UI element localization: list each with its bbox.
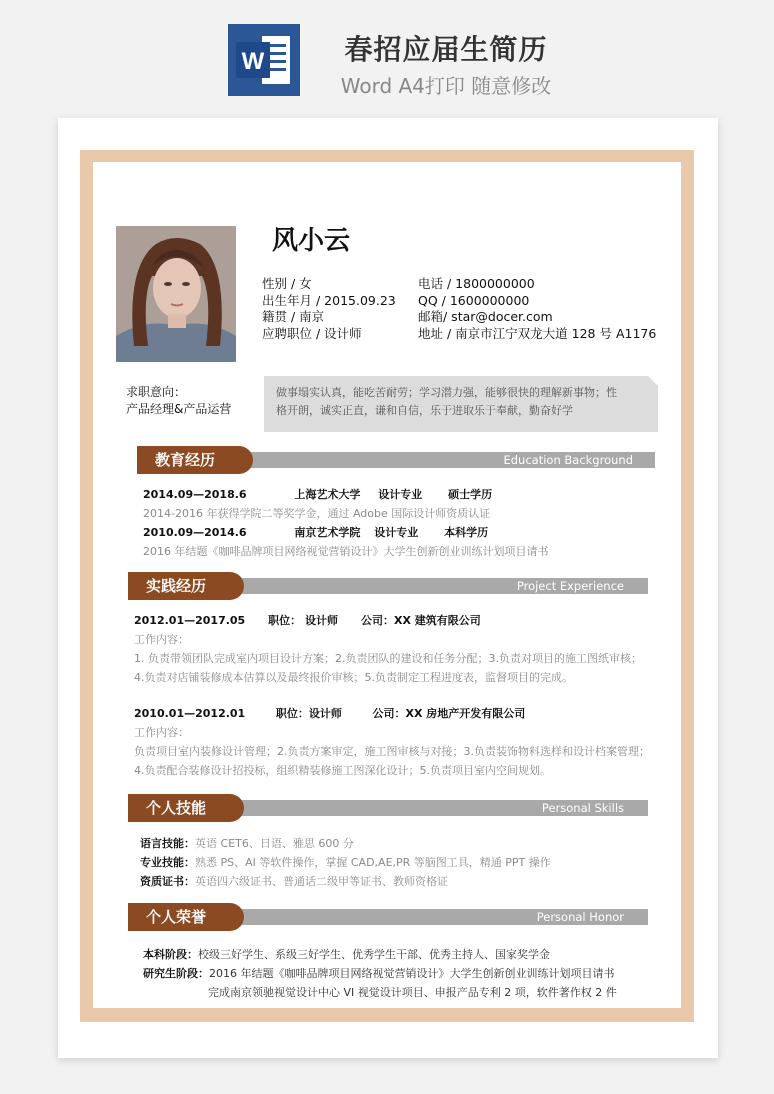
honor-item — [143, 946, 550, 962]
honor-item — [143, 965, 615, 981]
job-duty: 负责项目室内装修设计管理；2.负责方案审定，施工图审核与对接；3.负责装饰物料选样和设计档案管理； — [134, 745, 650, 758]
profile-photo — [116, 226, 236, 362]
edu-major: 设计专业 — [378, 488, 423, 501]
honor-label: 本科阶段： — [143, 948, 198, 961]
word-icon-letter: W — [241, 48, 265, 75]
section-title-en: Project Experience — [516, 579, 624, 593]
edu-period: 2010.09—2014.6 — [143, 526, 247, 539]
edu-degree: 硕士学历 — [448, 488, 493, 501]
edu-period: 2014.09—2018.6 — [143, 488, 247, 501]
section-title-cn: 教育经历 — [155, 451, 216, 469]
section-title-en: Education Background — [503, 453, 633, 467]
job-duty: 1. 负责带领团队完成室内项目设计方案；2.负责团队的建设和任务分配；3.负责对项目的施工图纸审核； — [134, 652, 642, 665]
job-duty: 4.负责对店铺装修成本估算以及最终报价审核；5.负责制定工程进度表，监督项目的完成。 — [134, 671, 573, 684]
honor-value: 校级三好学生、系级三好学生、优秀学生干部、优秀主持人、国家奖学金 — [198, 948, 550, 961]
qq: QQ / 1600000000 — [418, 292, 530, 308]
job-label: 工作内容： — [134, 726, 189, 739]
word-app-icon — [228, 24, 300, 96]
skill-value: 熟悉 PS、AI 等软件操作，掌握 CAD,AE,PR 等脑图工具，精通 PPT 操作 — [195, 856, 551, 869]
self-intro-box — [264, 376, 658, 432]
edu-note: 2014-2016 年获得学院二等奖学金，通过 Adobe 国际设计师资质认证 — [143, 507, 491, 520]
job-header: 2010.01—2012.01 职位：设计师 公司：XX 房地产开发有限公司 — [134, 707, 526, 720]
intro-line: 做事塌实认真，能吃苦耐劳；学习潜力强，能够很快的理解新事物；性 — [276, 386, 617, 399]
section-title-cn: 个人荣誉 — [146, 908, 207, 926]
basic-info-left — [262, 276, 396, 342]
skill-label: 专业技能： — [140, 856, 195, 869]
section-title-en: Personal Honor — [536, 910, 624, 924]
email: 邮箱/ star@docer.com — [418, 309, 553, 324]
job-duty: 4.负责配合装修设计招投标，组织精装修施工图深化设计；5.负责项目室内空间规划。 — [134, 764, 551, 777]
edu-note: 2016 年结题《咖啡品牌项目网络视觉营销设计》大学生创新创业训练计划项目请书 — [143, 545, 549, 558]
section-education — [137, 446, 655, 476]
section-honors — [128, 903, 648, 933]
section-practice — [128, 572, 648, 602]
candidate-name: 风小云 — [272, 226, 351, 256]
edu-school: 上海艺术大学 — [294, 488, 361, 501]
birth-date: 出生年月 / 2015.09.23 — [262, 292, 396, 308]
skill-label: 语言技能： — [140, 837, 195, 850]
contact-info — [418, 276, 656, 342]
skill-item — [140, 873, 448, 889]
native-place: 籍贯 / 南京 — [262, 309, 325, 324]
honor-value: 2016 年结题《咖啡品牌项目网络视觉营销设计》大学生创新创业训练计划项目请书 — [209, 967, 615, 980]
intro-corner — [648, 376, 658, 386]
edu-major: 设计专业 — [374, 526, 419, 539]
applied-position: 应聘职位 / 设计师 — [262, 325, 362, 341]
gender: 性别 / 女 — [262, 276, 312, 291]
phone: 电话 / 1800000000 — [418, 276, 535, 291]
edu-entry-2 — [143, 524, 488, 540]
section-title-en: Personal Skills — [541, 801, 624, 815]
job-header: 2012.01—2017.05 职位： 设计师 公司：XX 建筑有限公司 — [134, 614, 481, 627]
objective-label: 求职意向： — [126, 385, 187, 399]
intro-line: 格开朗，诚实正直，谦和自信，乐于进取乐于奉献，勤奋好学 — [276, 404, 573, 417]
section-skills — [128, 794, 648, 824]
edu-school: 南京艺术学院 — [294, 526, 361, 539]
edu-degree: 本科学历 — [444, 526, 489, 539]
objective-value: 产品经理&产品运营 — [126, 402, 232, 416]
section-title-cn: 个人技能 — [146, 799, 207, 817]
address: 地址 / 南京市江宁双龙大道 128 号 A1176 — [418, 325, 657, 341]
skill-value: 英语 CET6、日语、雅思 600 分 — [195, 837, 354, 850]
skill-item — [140, 835, 354, 851]
edu-entry-1 — [143, 486, 492, 502]
honor-label: 研究生阶段： — [143, 967, 209, 980]
skill-label: 资质证书： — [140, 875, 195, 888]
self-intro — [276, 384, 626, 420]
skill-value: 英语四六级证书、普通话二级甲等证书、教师资格证 — [195, 875, 448, 888]
job-objective — [126, 384, 231, 418]
section-title-cn: 实践经历 — [146, 577, 207, 595]
job-label: 工作内容： — [134, 633, 189, 646]
honor-continuation: 完成南京领驰视觉设计中心 VI 视觉设计项目、申报产品专利 2 项，软件著作权 2 件 — [208, 986, 617, 999]
skill-item — [140, 854, 551, 870]
page-title: 春招应届生简历 — [344, 33, 548, 66]
page-subtitle: Word A4打印 随意修改 — [340, 74, 552, 98]
